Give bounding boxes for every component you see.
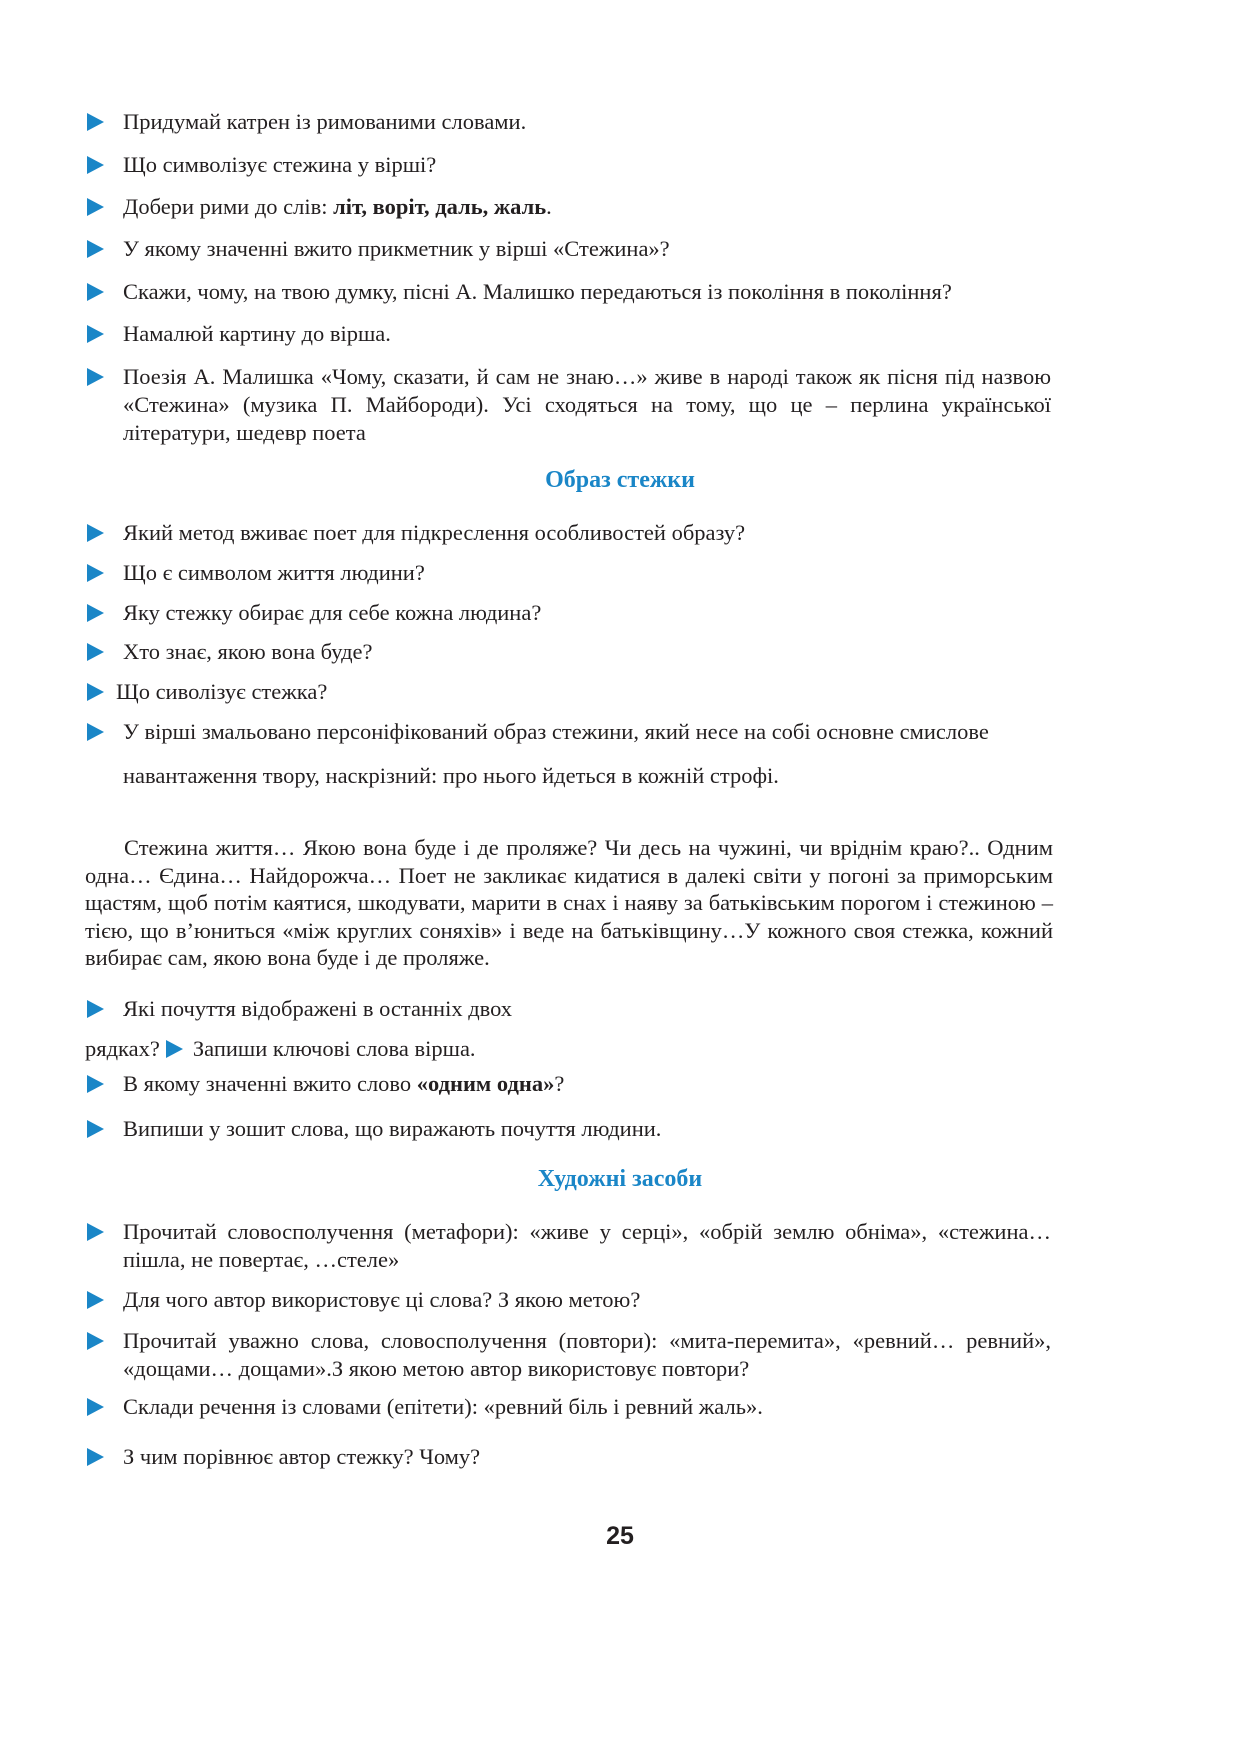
- list-item: Хто знає, якою вона буде?: [123, 639, 373, 664]
- triangle-right-icon: [166, 1040, 183, 1058]
- triangle-right-icon: [87, 683, 104, 701]
- list-item: Поезія А. Малишка «Чому, сказати, й сам не знаю…» живе в народі також як пісня під назвою «Стежина» (музика П. Майбороди). Усі сходяться на тому, що це – перлина української літератури, шедевр поета: [123, 364, 1051, 445]
- triangle-right-icon: [87, 1448, 104, 1466]
- triangle-right-icon: [87, 1398, 104, 1416]
- list-item: Яку стежку обирає для себе кожна людина?: [123, 600, 542, 625]
- list-item-continuation: навантаження твору, наскрізний: про нього йдеться в кожній строфі.: [123, 763, 779, 788]
- triangle-right-icon: [87, 723, 104, 741]
- triangle-right-icon: [87, 1223, 104, 1241]
- list-item: Для чого автор використовує ці слова? З якою метою?: [123, 1287, 641, 1312]
- list-item: Що символізує стежина у вірші?: [123, 152, 437, 177]
- triangle-right-icon: [87, 368, 104, 386]
- feelings-tail: рядках?: [85, 1036, 160, 1061]
- meaning-suffix: ?: [554, 1071, 565, 1096]
- section-heading: Художні засоби: [537, 1166, 703, 1192]
- triangle-right-icon: [87, 1332, 104, 1350]
- triangle-right-icon: [87, 198, 104, 216]
- rhyme-prefix: Добери рими до слів:: [123, 194, 334, 219]
- list-item: Прочитай словосполучення (метафори): «живе у серці», «обрій землю обніма», «стежина… пішла, не повертає, …стеле»: [123, 1219, 1051, 1272]
- rhyme-words: літ, воріт, даль, жаль: [333, 194, 547, 219]
- list-item-rhymes: [123, 193, 552, 221]
- keywords-item: Запиши ключові слова вірша.: [192, 1036, 476, 1061]
- list-item: Що є символом життя людини?: [123, 560, 425, 585]
- list-item-continuation: [85, 1035, 476, 1063]
- list-item: Скажи, чому, на твою думку, пісні А. Малишко передаються із покоління в покоління?: [123, 279, 952, 304]
- triangle-right-icon: [87, 564, 104, 582]
- triangle-right-icon: [87, 1120, 104, 1138]
- page-number: 25: [606, 1522, 634, 1550]
- triangle-right-icon: [87, 524, 104, 542]
- meaning-prefix: В якому значенні вжито слово: [123, 1071, 417, 1096]
- triangle-right-icon: [87, 283, 104, 301]
- triangle-right-icon: [87, 1075, 104, 1093]
- list-item: Що сиволізує стежка?: [116, 679, 328, 704]
- triangle-right-icon: [87, 156, 104, 174]
- body-paragraph: [85, 834, 1053, 972]
- list-item: Намалюй картину до вірша.: [123, 321, 391, 346]
- list-item: З чим порівнює автор стежку? Чому?: [123, 1444, 481, 1469]
- triangle-right-icon: [87, 325, 104, 343]
- list-item-meaning: [123, 1070, 564, 1098]
- list-item: Прочитай уважно слова, словосполучення (повтори): «мита-перемита», «ревний… ревний», «дощами… дощами».З якою метою автор використовує повтори?: [123, 1328, 1051, 1381]
- rhyme-suffix: .: [546, 194, 552, 219]
- list-item: Випиши у зошит слова, що виражають почуття людини.: [123, 1116, 662, 1141]
- meaning-bold: «одним одна»: [416, 1071, 555, 1096]
- list-item: Які почуття відображені в останніх двох: [123, 996, 513, 1021]
- list-item: Склади речення із словами (епітети): «ревний біль і ревний жаль».: [123, 1394, 763, 1419]
- triangle-right-icon: [87, 1291, 104, 1309]
- triangle-right-icon: [87, 604, 104, 622]
- triangle-right-icon: [87, 1000, 104, 1018]
- list-item: У вірші змальовано персоніфікований образ стежини, який несе на собі основне смислове: [123, 719, 989, 744]
- list-item: У якому значенні вжито прикметник у вірші «Стежина»?: [123, 236, 670, 261]
- paragraph-text: Стежина життя… Якою вона буде і де проляже? Чи десь на чужині, чи вріднім краю?.. Одним одна… Єдина… Найдорожча… Поет не закликає кидатися в далекі світи у погоні за приморським щастям, щоб потім каятися, шкодувати, марити в снах і наяву за батьківським порогом і стежиною – тією, що в’юниться «між круглих соняхів» і веде на батьківщину…У кожного своя стежка, кожний вибирає сам, якою вона буде і де проляже.: [85, 835, 1053, 970]
- triangle-right-icon: [87, 643, 104, 661]
- section-heading: Образ стежки: [545, 467, 695, 493]
- triangle-right-icon: [87, 113, 104, 131]
- list-item: Який метод вживає поет для підкреслення особливостей образу?: [123, 520, 746, 545]
- triangle-right-icon: [87, 240, 104, 258]
- list-item: Придумай катрен із римованими словами.: [123, 109, 527, 134]
